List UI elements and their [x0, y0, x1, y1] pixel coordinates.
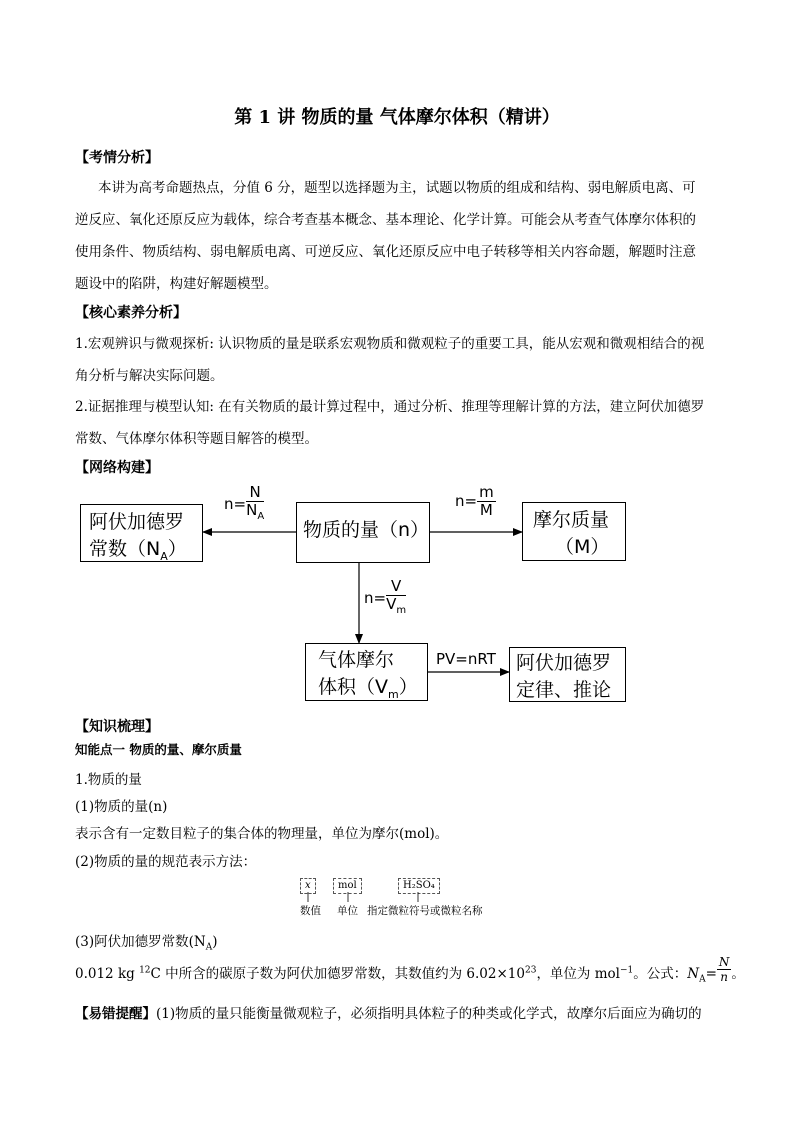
formula-denominator-sub: m [396, 605, 407, 616]
hexin-line: 1.宏观辨识与微观探析: 认识物质的量是联系宏观物质和微观粒子的重要工具，能从宏观和微观相结合的视 [75, 336, 705, 352]
hexin-line: 常数、气体摩尔体积等题目解答的模型。 [75, 431, 318, 447]
page-title: 第 1 讲 物质的量 气体摩尔体积（精讲） [234, 107, 560, 128]
molar-volume-label-line2: 体积$(V_m)$ [318, 676, 418, 701]
hexin-line: 2.证据推理与模型认知: 在有关物质的最计算过程中，通过分析、推理等理解计算的方法，建立阿伏加德罗 [75, 399, 705, 415]
avogadro-law-label-line2: 定律、推论 [516, 679, 612, 701]
formula-lhs: n= [224, 495, 247, 513]
avogadro-law-box [509, 647, 626, 702]
hexin-line: 角分析与解决实际问题。 [75, 368, 224, 384]
section-heading-kaoqing: 【考情分析】 [75, 150, 159, 166]
error-tip-label: 【易错提醒】 [75, 1006, 156, 1022]
molar-volume-box [305, 643, 428, 701]
formula-n-equals-m-over-M [455, 484, 496, 519]
formula-lhs: n= [364, 589, 387, 607]
formula-denominator-sub: A [257, 511, 265, 522]
formula-denominator: V [386, 595, 397, 613]
avogadro-definition-line: 0.012 kg $^{12}$C 中所含的碳原子数为阿伏加德罗常数，其数值约为 $6.02\times 10^{23}$，单位为 mol$^{-1}$。公式：$N_A=$ $\frac{N}{n}$ 。 [75, 955, 745, 985]
molar-mass-label-line1: 摩尔质量 [533, 509, 610, 531]
formula-n-equals-N-over-NA [224, 484, 264, 525]
formula-denominator: N [246, 501, 258, 519]
formula-numerator: V [386, 578, 406, 596]
notation-label-value: 数值 [300, 905, 321, 917]
avogadro-constant-label-line2: 常数$(N_A)$ [89, 538, 187, 563]
knowledge-point-1: 知能点一 物质的量、摩尔质量 [75, 742, 242, 757]
formula-lhs: n= [455, 492, 478, 510]
molar-mass-box [522, 502, 626, 561]
subheading-avogadro: (3)阿伏加德罗常数$(N_A)$ [75, 934, 218, 953]
notation-box-particle: H₂SO₄ [398, 878, 440, 894]
amount-definition: 表示含有一定数目粒子的集合体的物理量，单位为摩尔(mol)。 [75, 826, 449, 842]
amount-of-substance-label: 物质的量（n） [303, 519, 430, 541]
avogadro-constant-box [80, 504, 203, 562]
notation-box-unit: mol [333, 878, 362, 894]
error-tip-text: (1)物质的量只能衡量微观粒子，必须指明具体粒子的种类或化学式，故摩尔后面应为确切的 [156, 1006, 702, 1022]
formula-numerator: m [479, 483, 494, 501]
section-heading-zhishi: 【知识梳理】 [75, 719, 159, 735]
ideal-gas-law-label: PV=nRT [436, 650, 496, 668]
formula-n-equals-V-over-Vm [364, 578, 406, 619]
subheading-amount-n: (1)物质的量(n) [75, 799, 168, 815]
section-heading-wangluo: 【网络构建】 [75, 460, 159, 476]
error-tip [75, 1002, 702, 1022]
formula-numerator: N [246, 484, 264, 502]
kaoqing-line: 题设中的陷阱，构建好解题模型。 [75, 276, 278, 292]
molar-mass-label-line2: （M） [555, 536, 610, 558]
molar-volume-label-line1: 气体摩尔 [318, 649, 395, 671]
kaoqing-line: 逆反应、氧化还原反应为载体，综合考查基本概念、基本理论、化学计算。可能会从考查气体摩尔体积的 [75, 212, 696, 228]
section-heading-hexin: 【核心素养分析】 [75, 305, 187, 321]
subheading-notation: (2)物质的量的规范表示方法： [75, 854, 257, 870]
avogadro-constant-label-line1: 阿伏加德罗 [89, 511, 185, 533]
formula-denominator: M [479, 501, 493, 519]
amount-of-substance-box [296, 502, 430, 563]
subheading-amount: 1.物质的量 [75, 772, 142, 788]
notation-label-unit: 单位 [337, 905, 358, 917]
kaoqing-line: 本讲为高考命题热点，分值 6 分，题型以选择题为主，试题以物质的组成和结构、弱电解质电离、可 [98, 180, 696, 196]
notation-label-particle: 指定微粒符号或微粒名称 [367, 905, 483, 917]
notation-box-value: x [300, 878, 316, 894]
avogadro-law-label-line1: 阿伏加德罗 [516, 652, 612, 674]
kaoqing-line: 使用条件、物质结构、弱电解质电离、可逆反应、氧化还原反应中电子转移等相关内容命题，解题时注意 [75, 244, 696, 260]
